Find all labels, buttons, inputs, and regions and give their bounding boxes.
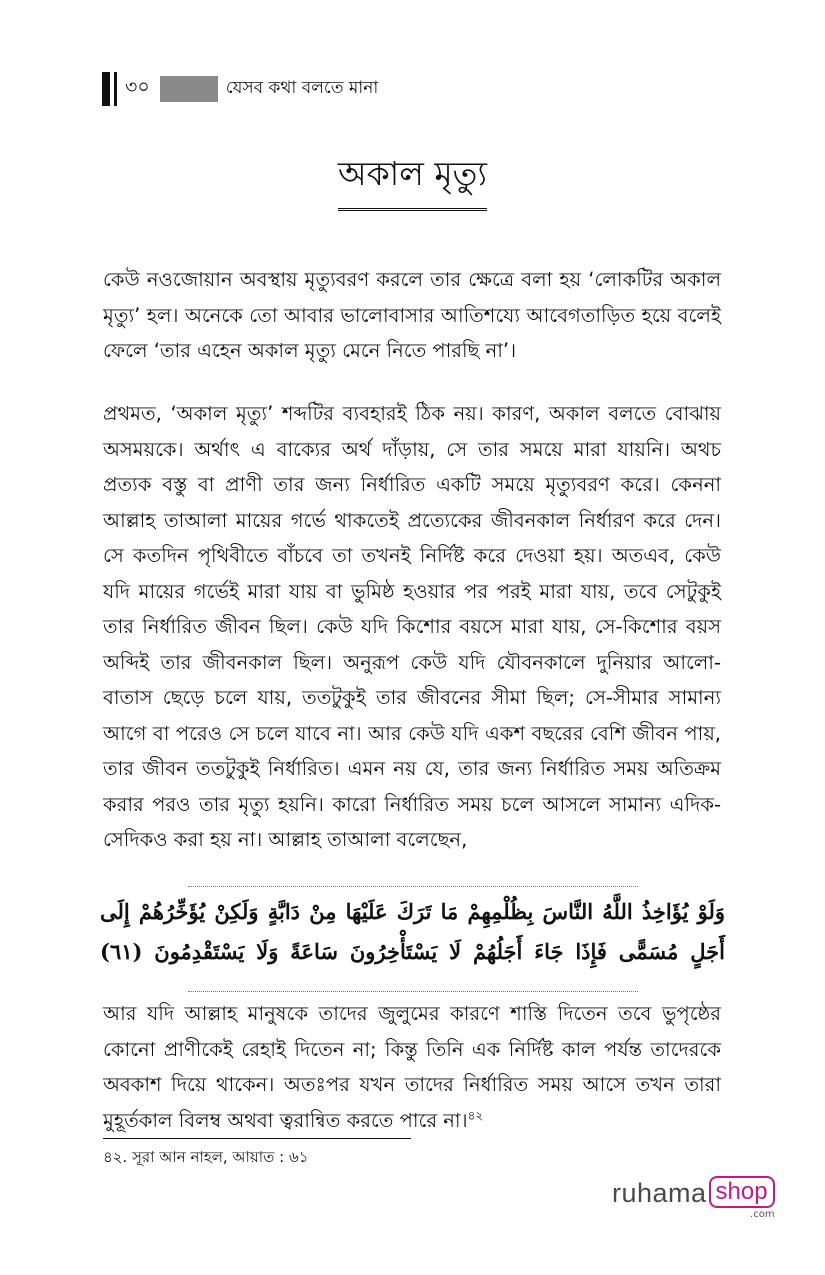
running-header bbox=[102, 72, 378, 106]
logo-shop-group bbox=[709, 1176, 775, 1220]
chapter-heading bbox=[0, 148, 825, 211]
paragraph-3-text: আর যদি আল্লাহ মানুষকে তাদের জুলুমের কারণে শাস্তি দিতেন তবে ভুপৃষ্ঠের কোনো প্রাণীকেই রেহাই দিতেন না; কিন্তু তিনি এক নির্দিষ্ট কাল পর্যন্ত তাদেরকে অবকাশ দিয়ে থাকেন। অতঃপর যখন তাদের নির্ধারিত সময় আসে তখন তারা মুহূর্তকাল বিলম্ব অথবা ত্বরান্বিত করতে পারে না। bbox=[103, 1002, 721, 1132]
footnote-text: ৪২. সূরা আন নাহল, আয়াত : ৬১ bbox=[103, 1148, 309, 1166]
paragraph-2: প্রথমত, ‘অকাল মৃত্যু’ শব্দটির ব্যবহারই ঠিক নয়। কারণ, অকাল বলতে বোঝায় অসময়কে। অর্থাৎ এ বাক্যের অর্থ দাঁড়ায়, সে তার সময়ে মারা যায়নি। অথচ প্রত্যক বস্তু বা প্রাণী তার জন্য নির্ধারিত একটি সময়ে মৃত্যুবরণ করে। কেননা আল্লাহ তাআলা মায়ের গর্ভে থাকতেই প্রত্যেকের জীবনকাল নির্ধারণ করে দেন। সে কতদিন পৃথিবীতে বাঁচবে তা তখনই নির্দিষ্ট করে দেওয়া হয়। অতএব, কেউ যদি মায়ের গর্ভেই মারা যায় বা ভুমিষ্ঠ হওয়ার পর পরই মারা যায়, তবে সেটুকুই তার নির্ধারিত জীবন ছিল। কেউ যদি কিশোর বয়সে মারা যায়, সে-কিশোর বয়স অব্দিই তার জীবনকাল ছিল। অনুরূপ কেউ যদি যৌবনকালে দুনিয়ার আলো-বাতাস ছেড়ে চলে যায়, ততটুকুই তার জীবনের সীমা ছিল; সে-সীমার সামান্য আগে বা পরেও সে চলে যাবে না। আর কেউ যদি একশ বছরের বেশি জীবন পায়, তার জীবন ততটুকুই নির্ধারিত। এমন নয় যে, তার জন্য নির্ধারিত সময় অতিক্রম করার পরও তার মৃত্যু হয়নি। কারো নির্ধারিত সময় চলে আসলে সামান্য এদিক-সেদিকও করা হয় না। আল্লাহ তাআলা বলেছেন, bbox=[103, 402, 721, 851]
footnote-reference: ৪২ bbox=[467, 1108, 484, 1122]
paragraph-1: কেউ নওজোয়ান অবস্থায় মৃত্যুবরণ করলে তার ক্ষেত্রে বলা হয় ‘লোকটির অকাল মৃত্যু’ হল। অনেকে তো আবার ভালোবাসার আতিশয্যে আবেগতাড়িত হয়ে বলেই ফেলে ‘তার এহেন অকাল মৃত্যু মেনে নিতে পারছি না’। bbox=[103, 268, 721, 362]
logo-text-com: .com bbox=[750, 1209, 775, 1220]
header-bar-thick bbox=[102, 72, 110, 106]
logo-text-shop: shop bbox=[709, 1176, 775, 1208]
ruhamashop-logo bbox=[612, 1176, 775, 1220]
chapter-title: অকাল মৃত্যু bbox=[338, 148, 487, 211]
page-number: ৩০ bbox=[125, 76, 150, 98]
header-gray-block bbox=[160, 76, 218, 102]
paragraph-3 bbox=[103, 996, 721, 1138]
logo-text-ruhama: ruhama bbox=[612, 1178, 707, 1208]
footnote-divider bbox=[103, 1138, 411, 1139]
book-title: যেসব কথা বলতে মানা bbox=[225, 78, 379, 98]
arabic-verse: وَلَوْ يُؤَاخِذُ اللَّهُ النَّاسَ بِظُلْمِهِمْ مَا تَرَكَ عَلَيْهَا مِنْ دَابَّةٍ وَلَكِنْ يُؤَخِّرُهُمْ إِلَى أَجَلٍ مُسَمًّى فَإِذَا جَاءَ أَجَلُهُمْ لَا يَسْتَأْخِرُونَ سَاعَةً وَلَا يَسْتَقْدِمُونَ (٦١) bbox=[100, 899, 725, 964]
header-bar-thin bbox=[114, 72, 117, 106]
